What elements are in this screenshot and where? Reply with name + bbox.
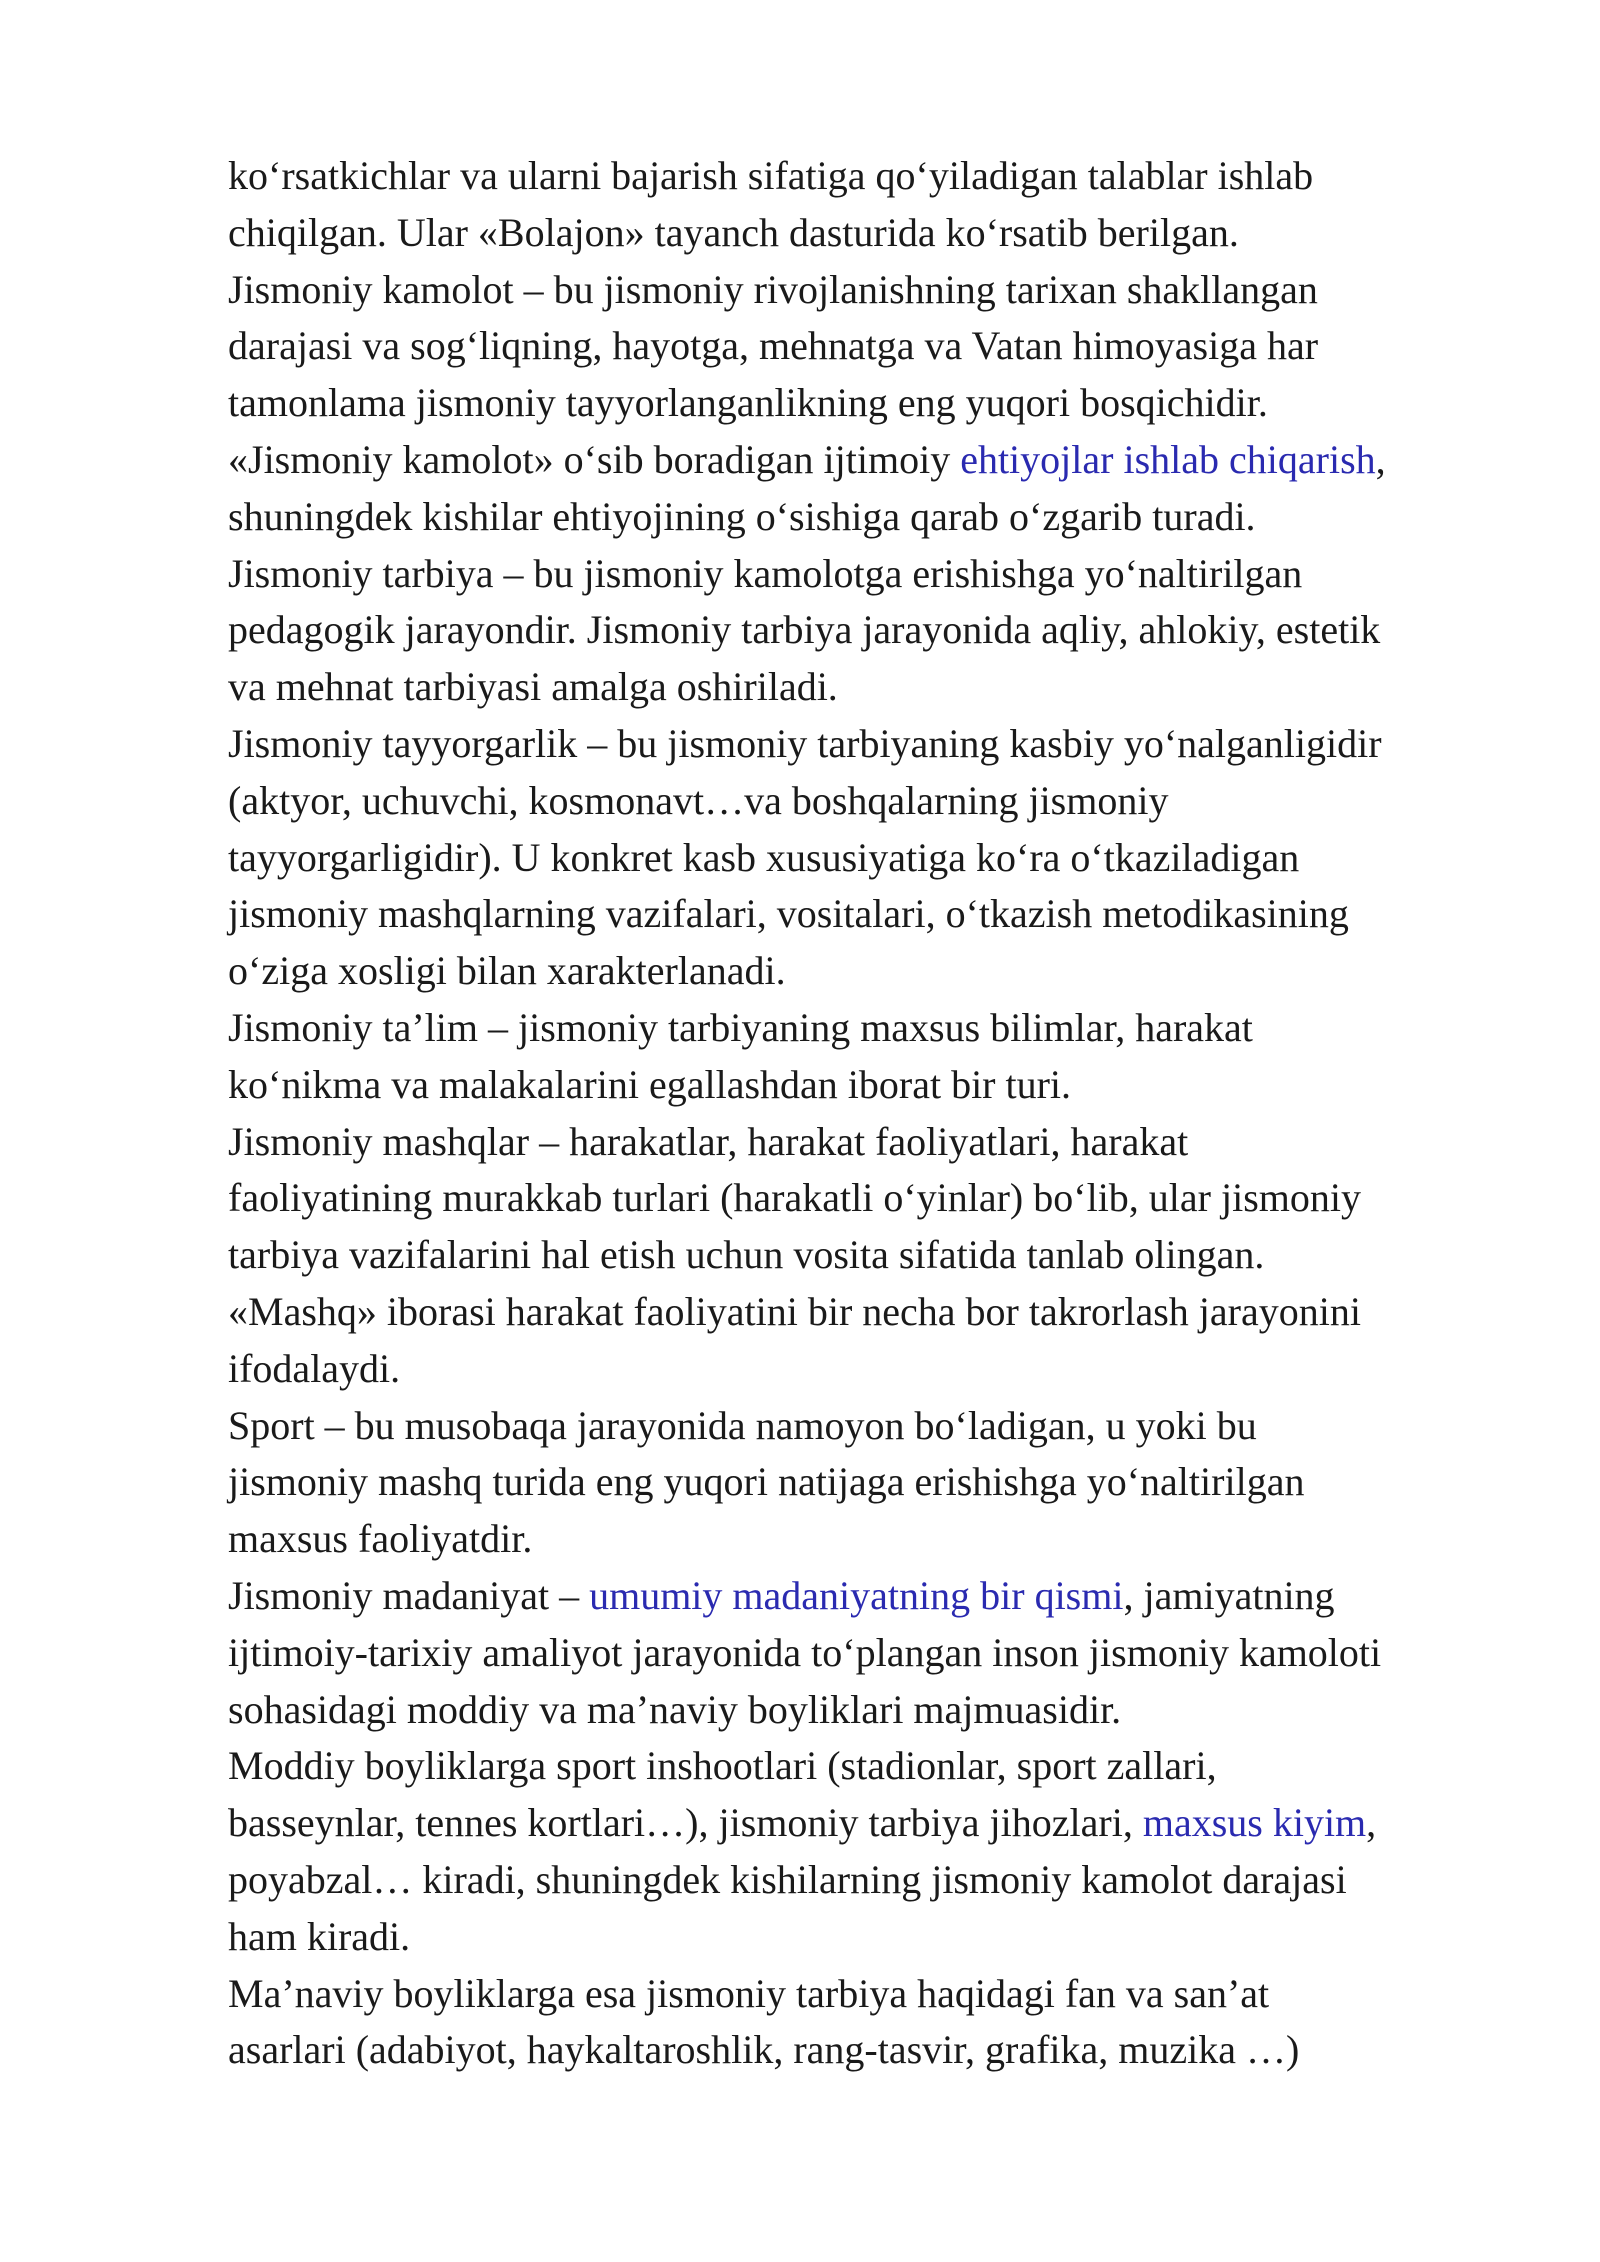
text-segment: Jismoniy madaniyat – <box>228 1572 590 1618</box>
text-line: Jismoniy mashqlar – harakatlar, harakat faoliyatlari, harakat <box>228 1118 1189 1164</box>
text-line: ifodalaydi. <box>228 1345 401 1391</box>
text-line <box>228 432 1528 489</box>
text-line: darajasi va sog‘liqning, hayotga, mehnatga va Vatan himoyasiga har <box>228 323 1319 369</box>
text-segment: basseynlar, tennes kortlari…), jismoniy tarbiya jihozlari, <box>228 1800 1143 1846</box>
text-line: ko‘rsatkichlar va ularni bajarish sifatiga qo‘yiladigan talablar ishlab <box>228 153 1314 198</box>
text-line: «Mashq» iborasi harakat faoliyatini bir necha bor takrorlash jarayonini <box>228 1288 1361 1334</box>
text-line <box>228 1795 1528 1852</box>
text-line: shuningdek kishilar ehtiyojining o‘sishiga qarab o‘zgarib turadi. <box>228 493 1256 539</box>
text-line: jismoniy mashq turida eng yuqori natijaga erishishga yo‘naltirilgan <box>228 1459 1305 1505</box>
text-line: Jismoniy ta’lim – jismoniy tarbiyaning maxsus bilimlar, harakat <box>228 1004 1253 1050</box>
link-maxsus-kiyim[interactable]: maxsus kiyim <box>1142 1800 1367 1846</box>
text-line: poyabzal… kiradi, shuningdek kishilarning jismoniy kamolot darajasi <box>228 1856 1347 1902</box>
link-ehtiyojlar-ishlab-chiqarish[interactable]: ehtiyojlar ishlab chiqarish <box>960 436 1376 482</box>
text-line: asarlari (adabiyot, haykaltaroshlik, rang-tasvir, grafika, muzika …) <box>228 2027 1300 2073</box>
text-segment: , jamiyatning <box>1123 1572 1335 1618</box>
text-segment: , <box>1375 436 1386 482</box>
text-line: pedagogik jarayondir. Jismoniy tarbiya jarayonida aqliy, ahlokiy, estetik <box>228 607 1381 653</box>
text-line: Ma’naviy boyliklarga esa jismoniy tarbiya haqidagi fan va san’at <box>228 1970 1270 2016</box>
text-line: chiqilgan. Ular «Bolajon» tayanch dasturida ko‘rsatib berilgan. <box>228 209 1239 255</box>
text-segment: , <box>1366 1800 1377 1846</box>
body-text <box>228 148 1528 2079</box>
text-line: Moddiy boyliklarga sport inshootlari (stadionlar, sport zallari, <box>228 1743 1217 1789</box>
text-line: va mehnat tarbiyasi amalga oshiriladi. <box>228 664 838 710</box>
text-line <box>228 1568 1528 1625</box>
text-line: maxsus faoliyatdir. <box>228 1516 533 1562</box>
text-line: tamonlama jismoniy tayyorlanganlikning eng yuqori bosqichidir. <box>228 380 1268 426</box>
text-line: o‘ziga xosligi bilan xarakterlanadi. <box>228 948 786 994</box>
text-line: Jismoniy tarbiya – bu jismoniy kamolotga erishishga yo‘naltirilgan <box>228 550 1303 596</box>
text-line: faoliyatining murakkab turlari (harakatli o‘yinlar) bo‘lib, ular jismoniy <box>228 1175 1362 1221</box>
text-line: jismoniy mashqlarning vazifalari, vositalari, o‘tkazish metodikasining <box>228 891 1349 937</box>
text-line: Jismoniy kamolot – bu jismoniy rivojlanishning tarixan shakllangan <box>228 266 1318 312</box>
text-line: tarbiya vazifalarini hal etish uchun vosita sifatida tanlab olingan. <box>228 1232 1265 1278</box>
text-line: (aktyor, uchuvchi, kosmonavt…va boshqalarning jismoniy <box>228 777 1169 823</box>
text-line: Sport – bu musobaqa jarayonida namoyon bo‘ladigan, u yoki bu <box>228 1402 1257 1448</box>
text-line: ijtimoiy-tarixiy amaliyot jarayonida to‘plangan inson jismoniy kamoloti <box>228 1629 1382 1675</box>
text-line: tayyorgarligidir). U konkret kasb xususiyatiga ko‘ra o‘tkaziladigan <box>228 834 1300 880</box>
link-umumiy-madaniyatning-bir-qismi[interactable]: umumiy madaniyatning bir qismi <box>589 1572 1124 1618</box>
text-line: Jismoniy tayyorgarlik – bu jismoniy tarbiyaning kasbiy yo‘nalganligidir <box>228 720 1382 766</box>
text-segment: «Jismoniy kamolot» o‘sib boradigan ijtimoiy <box>228 436 961 482</box>
text-line: ko‘nikma va malakalarini egallashdan iborat bir turi. <box>228 1061 1072 1107</box>
text-line: sohasidagi moddiy va ma’naviy boyliklari majmuasidir. <box>228 1686 1122 1732</box>
text-line: ham kiradi. <box>228 1913 411 1959</box>
